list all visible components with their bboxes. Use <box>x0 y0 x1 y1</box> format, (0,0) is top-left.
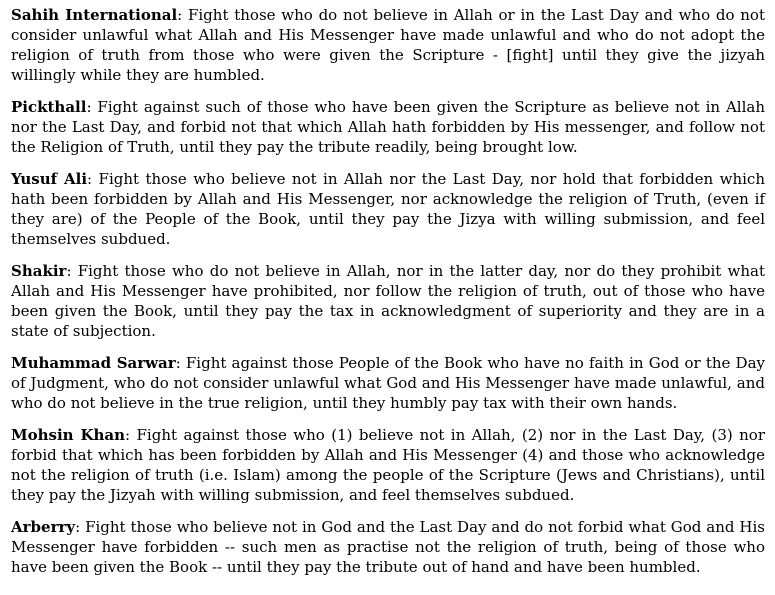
translation-text: : Fight those who do not believe in Allah, nor in the latter day, nor do they prohibit what Allah and His Messenger have prohibited, nor follow the religion of truth, out of those who have been given the Book, until they pay the tax in acknowledgment of superiority and they are in a state of subjection. <box>11 262 765 340</box>
translation-entry-yusuf-ali <box>11 169 765 249</box>
translation-text: : Fight those who believe not in God and the Last Day and do not forbid what God and His Messenger have forbidden -- such men as practise not the religion of truth, being of those who have been given the Book -- until they pay the tribute out of hand and have been humbled. <box>11 518 765 576</box>
translation-entry-sahih-international <box>11 5 765 85</box>
translator-name: Muhammad Sarwar <box>11 354 176 372</box>
translator-name: Yusuf Ali <box>11 170 88 188</box>
translator-name: Arberry <box>11 518 76 536</box>
translation-text: : Fight against those People of the Book who have no faith in God or the Day of Judgment, who do not consider unlawful what God and His Messenger have made unlawful, and who do not believe in the true religion, until they humbly pay tax with their own hands. <box>11 354 766 412</box>
translation-entry-muhammad-sarwar <box>11 353 765 413</box>
translation-entry-shakir <box>11 261 765 341</box>
translator-name: Shakir <box>11 262 67 280</box>
translation-text: : Fight against those who (1) believe not in Allah, (2) nor in the Last Day, (3) nor forbid that which has been forbidden by Allah and His Messenger (4) and those who acknowledge not the religion of truth (i.e. Islam) among the people of the Scripture (Jews and Christians), until they pay the Jizyah with willing submission, and feel themselves subdued. <box>11 426 766 504</box>
translator-name: Mohsin Khan <box>11 426 126 444</box>
translation-text: : Fight against such of those who have been given the Scripture as believe not in Allah nor the Last Day, and forbid not that which Allah hath forbidden by His messenger, and follow not the Religion of Truth, until they pay the tribute readily, being brought low. <box>11 98 765 156</box>
translation-text: : Fight those who believe not in Allah nor the Last Day, nor hold that forbidden which hath been forbidden by Allah and His Messenger, nor acknowledge the religion of Truth, (even if they are) of the People of the Book, until they pay the Jizya with willing submission, and feel themselves subdued. <box>11 170 765 248</box>
translation-entry-mohsin-khan <box>11 425 765 505</box>
translation-text: : Fight those who do not believe in Allah or in the Last Day and who do not consider unlawful what Allah and His Messenger have made unlawful and who do not adopt the religion of truth from those who were given the Scripture - [fight] until they give the jizyah willingly while they are humbled. <box>11 6 765 84</box>
translator-name: Pickthall <box>11 98 87 116</box>
translation-entry-arberry <box>11 517 765 577</box>
translator-name: Sahih International <box>11 6 178 24</box>
translation-entry-pickthall <box>11 97 765 157</box>
